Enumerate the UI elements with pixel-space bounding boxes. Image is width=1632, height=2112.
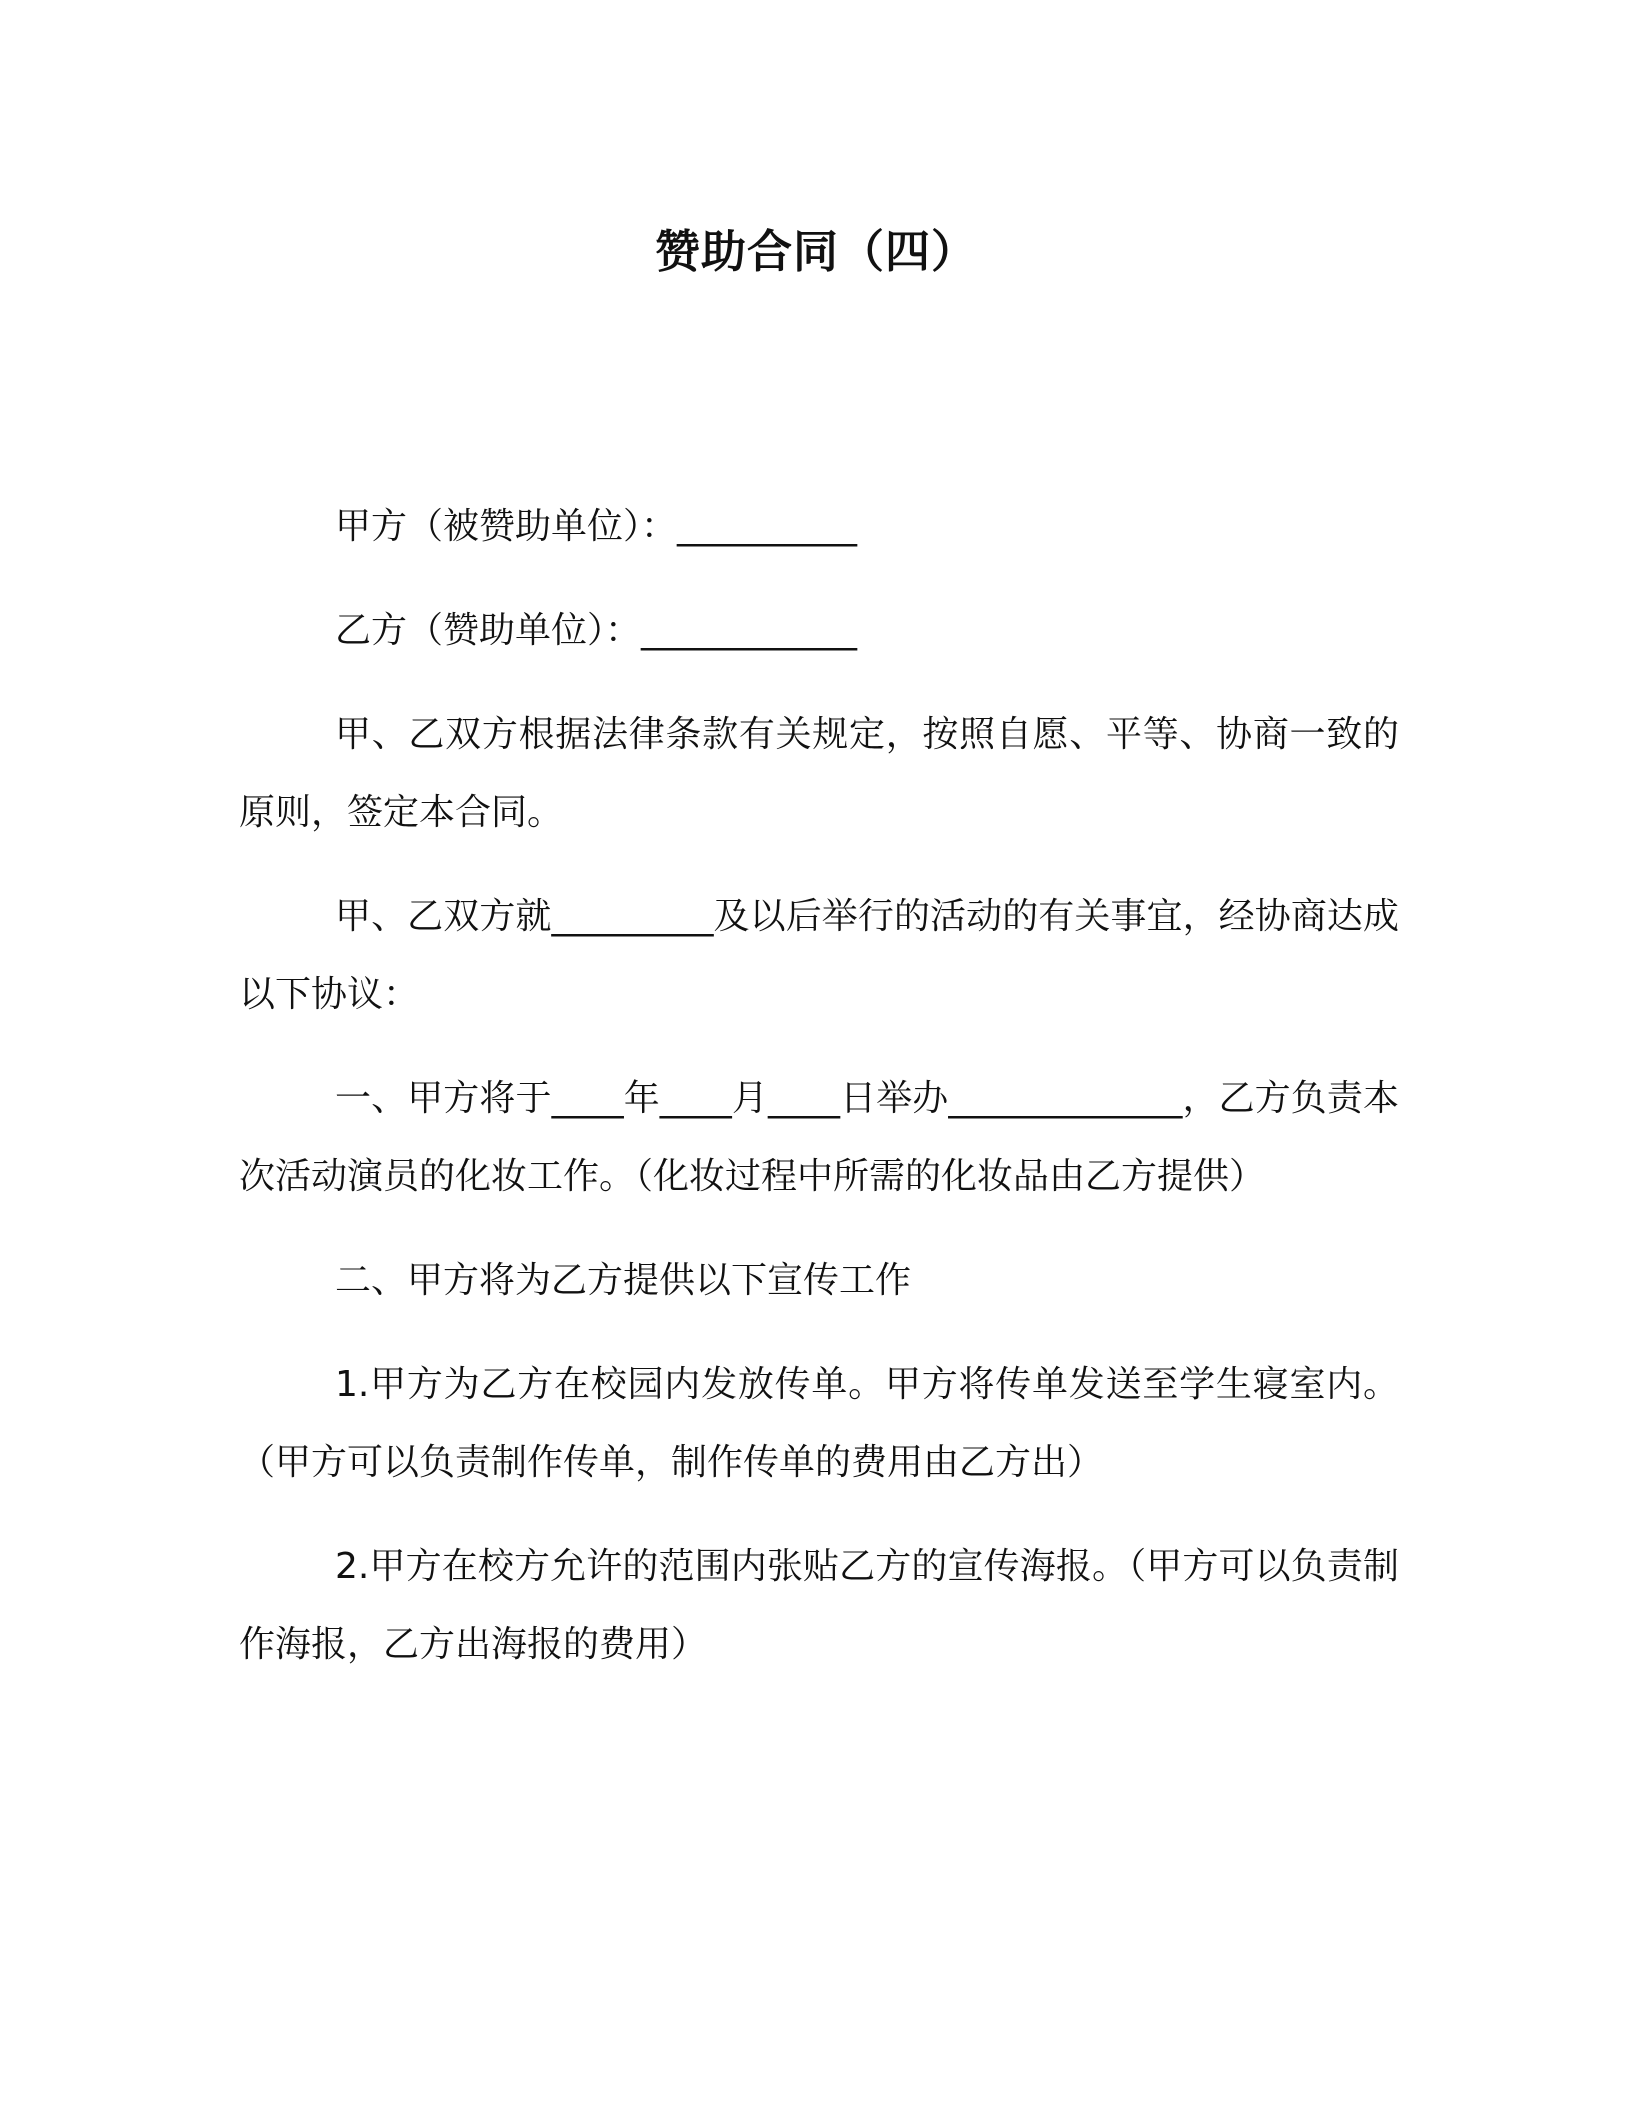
clause-two-item-1: 1.甲方为乙方在校园内发放传单。甲方将传单发送至学生寝室内。（甲方可以负责制作传单，制作传单的费用由乙方出） <box>239 1364 1399 1483</box>
party-a-line: 甲方（被赞助单位）：__________ <box>335 506 858 547</box>
document-title: 赞助合同（四） <box>654 225 977 278</box>
party-b-line: 乙方（赞助单位）：____________ <box>335 610 858 651</box>
agreement-intro-paragraph: 甲、乙双方就_________及以后举行的活动的有关事宜，经协商达成以下协议： <box>239 896 1399 1015</box>
preamble-paragraph: 甲、乙双方根据法律条款有关规定，按照自愿、平等、协商一致的原则，签定本合同。 <box>239 714 1399 833</box>
clause-two-heading: 二、甲方将为乙方提供以下宣传工作 <box>335 1260 912 1301</box>
document-body <box>239 488 1399 1710</box>
clause-one-paragraph: 一、甲方将于____年____月____日举办_____________，乙方负责本次活动演员的化妆工作。（化妆过程中所需的化妆品由乙方提供） <box>239 1078 1399 1197</box>
clause-two-item-2: 2.甲方在校方允许的范围内张贴乙方的宣传海报。（甲方可以负责制作海报，乙方出海报的费用） <box>239 1546 1399 1665</box>
